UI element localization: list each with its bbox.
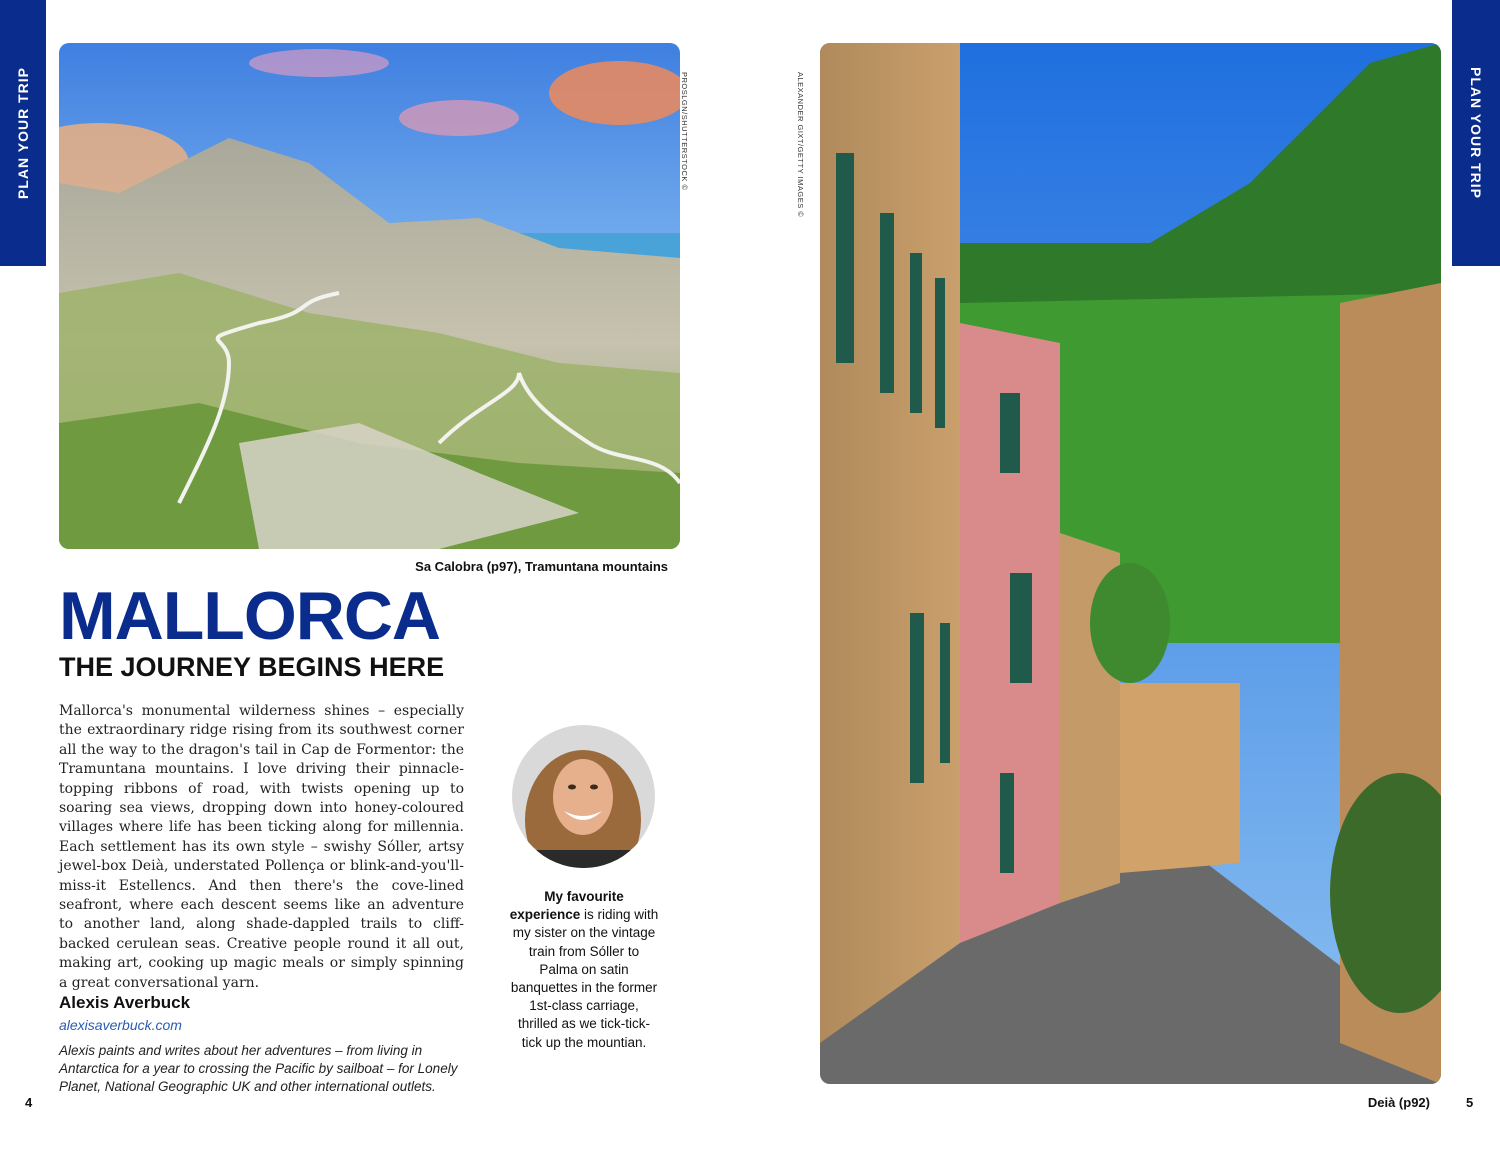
photo-sa-calobra [59,43,680,549]
page-subtitle: THE JOURNEY BEGINS HERE [59,652,445,682]
photo-deia [820,43,1441,1084]
side-tab-left [0,0,46,266]
side-tab-label: PLAN YOUR TRIP [15,67,31,199]
intro-paragraph: Mallorca's monumental wilderness shines – especially the extraordinary ridge rising from its southwest corner all the way to the dragon's tail in Cap de Formentor: the Tramuntana mountains. I love driving their pinnacle-topping ribbons of road, with twists opening up to soaring sea views, dropping down into honey-coloured villages where life has been ticking along for millennia. Each settlement has its own style – swishy Sóller, artsy jewel-box Deià, understated Pollença or blink-and-you'll-miss-it Estellencs. And then there's the cove-lined seafront, where each descent seems like an adventure to another land, along shade-dappled trails to cliff-backed cerulean seas. Creative people round it all out, making art, cooking up magic meals or simply spinning a great conversational yarn. [59,703,464,991]
side-tab-label: PLAN YOUR TRIP [1468,67,1484,199]
favourite-experience [508,888,660,1052]
photo-credit: ALEXANDER GIXT/GETTY IMAGES © [796,72,805,218]
author-bio: Alexis paints and writes about her adventures – from living in Antarctica for a year to crossing the Pacific by sailboat – for Lonely Planet, National Geographic UK and other international outlets. [59,1043,458,1094]
photo-credit: PROSLGN/SHUTTERSTOCK © [680,72,689,191]
photo-caption: Deià (p92) [1367,1095,1430,1110]
photo-caption: Sa Calobra (p97), Tramuntana mountains [415,559,668,574]
favourite-text: is riding with my sister on the vintage train from Sóller to Palma on satin banquettes in the former 1st-class carriage, thrilled as we tick-tick-tick up the mountian. [510,907,659,1050]
side-tab-right [1452,0,1500,266]
author-website-link[interactable]: alexisaverbuck.com [59,1017,182,1033]
page-number-left: 4 [25,1095,33,1110]
mountain-landscape-image [59,43,680,549]
favourite-label: My favourite experience [509,889,624,923]
village-street-image [820,43,1441,1084]
author-name: Alexis Averbuck [59,993,191,1012]
page-number-right: 5 [1466,1095,1474,1110]
author-portrait-image [512,725,655,868]
author-avatar [512,725,655,868]
page-title: MALLORCA [59,578,441,654]
